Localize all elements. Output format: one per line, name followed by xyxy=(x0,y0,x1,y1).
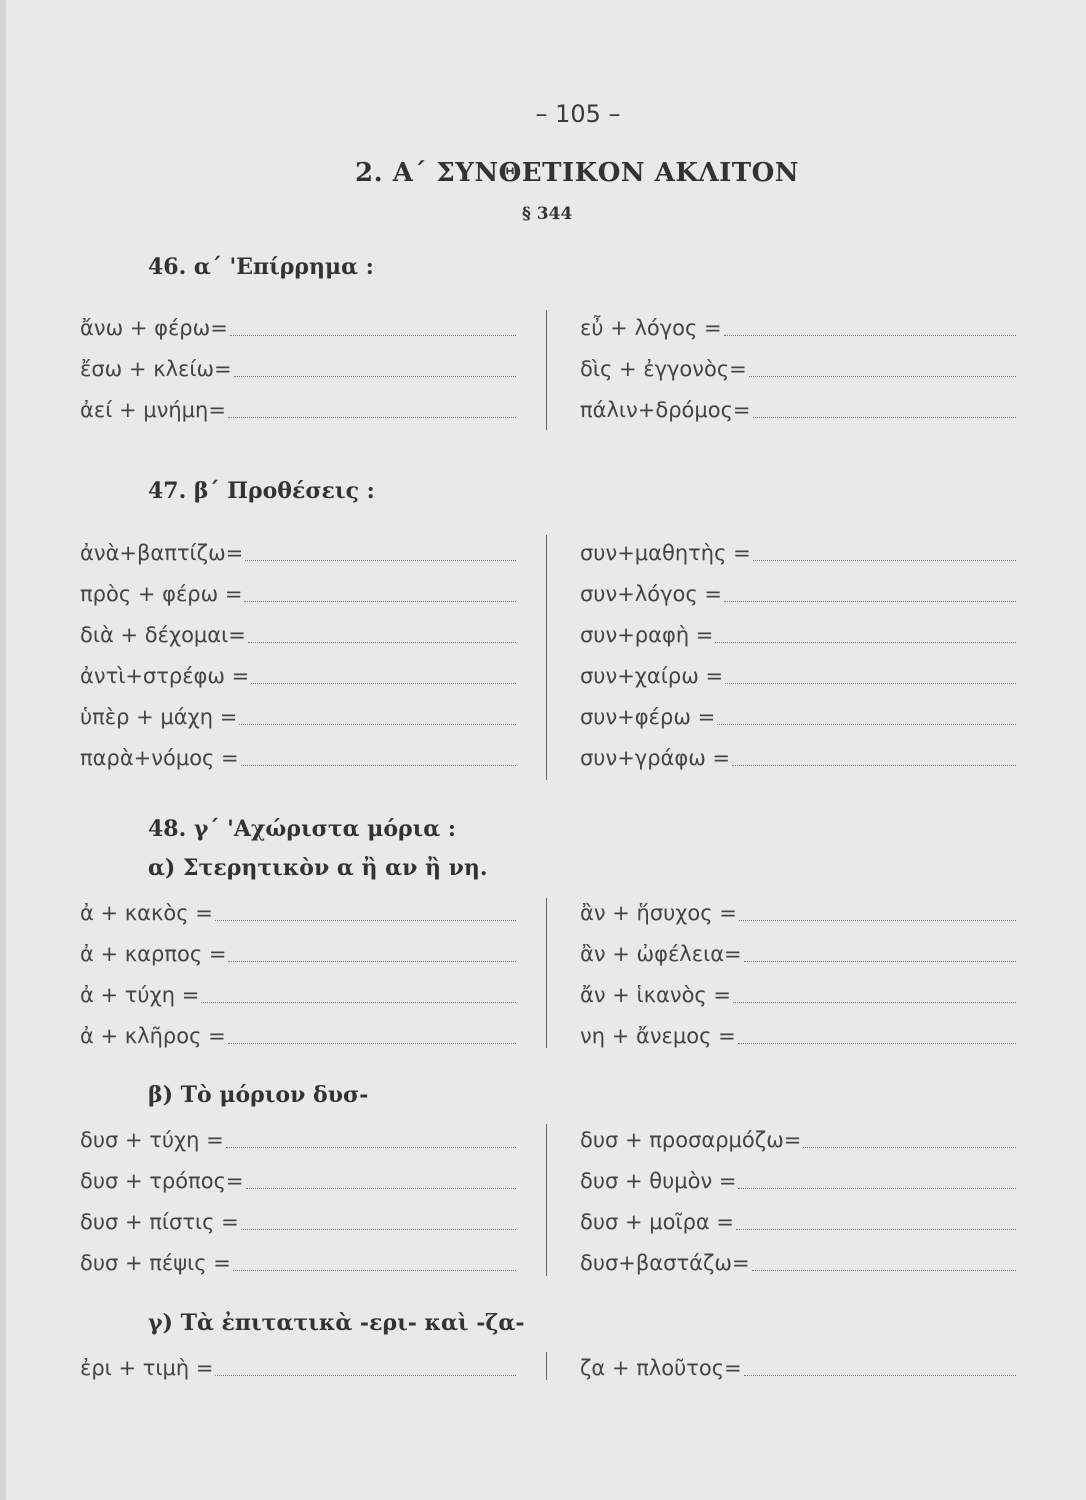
answer-blank[interactable] xyxy=(736,1209,1016,1230)
answer-blank[interactable] xyxy=(733,982,1016,1003)
exercise-row: ὑπὲρ + μάχη = xyxy=(80,695,516,729)
answer-blank[interactable] xyxy=(228,1023,516,1044)
answer-blank[interactable] xyxy=(744,1355,1016,1376)
answer-blank[interactable] xyxy=(226,1127,516,1148)
exercise-row: ἄνω + φέρω= xyxy=(80,306,516,340)
answer-blank[interactable] xyxy=(230,315,516,336)
answer-blank[interactable] xyxy=(752,1250,1016,1271)
answer-blank[interactable] xyxy=(248,622,516,643)
answer-blank[interactable] xyxy=(749,356,1016,377)
answer-blank[interactable] xyxy=(724,581,1016,602)
answer-blank[interactable] xyxy=(239,704,516,725)
answer-blank[interactable] xyxy=(725,663,1016,684)
section-46-heading: 46. α΄ 'Επίρρημα : xyxy=(148,254,374,280)
answer-blank[interactable] xyxy=(246,1168,517,1189)
answer-blank[interactable] xyxy=(233,1250,516,1271)
exercise-row: συν+γράφω = xyxy=(580,736,1016,770)
answer-blank[interactable] xyxy=(228,941,516,962)
answer-blank[interactable] xyxy=(753,540,1016,561)
subsection-c-heading: γ) Τὰ ἐπιτατικὰ -ερι- καὶ -ζα- xyxy=(148,1310,525,1336)
answer-blank[interactable] xyxy=(738,1168,1016,1189)
column-divider xyxy=(546,1352,547,1380)
exercise-row: συν+φέρω = xyxy=(580,695,1016,729)
answer-blank[interactable] xyxy=(241,745,516,766)
answer-blank[interactable] xyxy=(215,900,516,921)
exercise-row: διὰ + δέχομαι= xyxy=(80,613,516,647)
exercise-row: παρὰ+νόμος = xyxy=(80,736,516,770)
page-edge xyxy=(0,0,6,1500)
exercise-row: συν+μαθητὴς = xyxy=(580,531,1016,565)
exercise-row: ζα + πλοῦτος= xyxy=(580,1346,1016,1380)
exercise-row: ἀ + κλῆρος = xyxy=(80,1014,516,1048)
answer-blank[interactable] xyxy=(724,315,1016,336)
exercise-row: νη + ἄνεμος = xyxy=(580,1014,1016,1048)
exercise-row: συν+χαίρω = xyxy=(580,654,1016,688)
chapter-title: 2. Α΄ ΣΥΝΘΕΤΙΚΟΝ ΑΚΛΙΤΟΝ xyxy=(355,158,800,188)
answer-blank[interactable] xyxy=(234,356,516,377)
exercise-row: ἀ + κακὸς = xyxy=(80,891,516,925)
exercise-row: ἂν + ὠφέλεια= xyxy=(580,932,1016,966)
answer-blank[interactable] xyxy=(732,745,1016,766)
subsection-b-heading: β) Τὸ μόριον δυσ- xyxy=(148,1082,369,1108)
answer-blank[interactable] xyxy=(753,397,1016,418)
exercise-row: δυσ + πέψις = xyxy=(80,1241,516,1275)
exercise-row: δυσ+βαστάζω= xyxy=(580,1241,1016,1275)
column-divider xyxy=(546,898,547,1048)
column-divider xyxy=(546,535,547,780)
paragraph-ref: § 344 xyxy=(522,204,573,224)
column-divider xyxy=(546,310,547,430)
exercise-row: ἀεί + μνήμη= xyxy=(80,388,516,422)
column-divider xyxy=(546,1124,547,1276)
answer-blank[interactable] xyxy=(738,1023,1016,1044)
answer-blank[interactable] xyxy=(245,540,516,561)
exercise-row: δὶς + ἐγγονὸς= xyxy=(580,347,1016,381)
exercise-row: ἀνὰ+βαπτίζω= xyxy=(80,531,516,565)
answer-blank[interactable] xyxy=(744,941,1016,962)
exercise-row: ἄν + ἱκανὸς = xyxy=(580,973,1016,1007)
answer-blank[interactable] xyxy=(803,1127,1016,1148)
exercise-row: ἀ + καρπος = xyxy=(80,932,516,966)
exercise-row: ἐρι + τιμὴ = xyxy=(80,1346,516,1380)
answer-blank[interactable] xyxy=(715,622,1016,643)
exercise-row: πρὸς + φέρω = xyxy=(80,572,516,606)
exercise-row: ἀ + τύχη = xyxy=(80,973,516,1007)
section-48-heading: 48. γ΄ 'Αχώριστα μόρια : xyxy=(148,816,456,842)
subsection-a-heading: α) Στερητικὸν α ἢ αν ἢ νη. xyxy=(148,855,488,881)
answer-blank[interactable] xyxy=(717,704,1016,725)
exercise-row: δυσ + προσαρμόζω= xyxy=(580,1118,1016,1152)
exercise-row: ἔσω + κλείω= xyxy=(80,347,516,381)
answer-blank[interactable] xyxy=(201,982,516,1003)
answer-blank[interactable] xyxy=(251,663,516,684)
answer-blank[interactable] xyxy=(228,397,516,418)
answer-blank[interactable] xyxy=(241,1209,516,1230)
answer-blank[interactable] xyxy=(244,581,516,602)
exercise-row: δυσ + πίστις = xyxy=(80,1200,516,1234)
exercise-row: δυσ + θυμὸν = xyxy=(580,1159,1016,1193)
exercise-row: εὖ + λόγος = xyxy=(580,306,1016,340)
exercise-row: συν+ραφὴ = xyxy=(580,613,1016,647)
exercise-row: ἀντὶ+στρέφω = xyxy=(80,654,516,688)
exercise-row: πάλιν+δρόμος= xyxy=(580,388,1016,422)
answer-blank[interactable] xyxy=(215,1355,516,1376)
exercise-row: ἂν + ἥσυχος = xyxy=(580,891,1016,925)
section-47-heading: 47. β΄ Προθέσεις : xyxy=(148,478,375,504)
exercise-row: συν+λόγος = xyxy=(580,572,1016,606)
page-number: – 105 – xyxy=(535,100,621,128)
exercise-row: δυσ + τρόπος= xyxy=(80,1159,516,1193)
exercise-row: δυσ + μοῖρα = xyxy=(580,1200,1016,1234)
answer-blank[interactable] xyxy=(739,900,1016,921)
exercise-row: δυσ + τύχη = xyxy=(80,1118,516,1152)
